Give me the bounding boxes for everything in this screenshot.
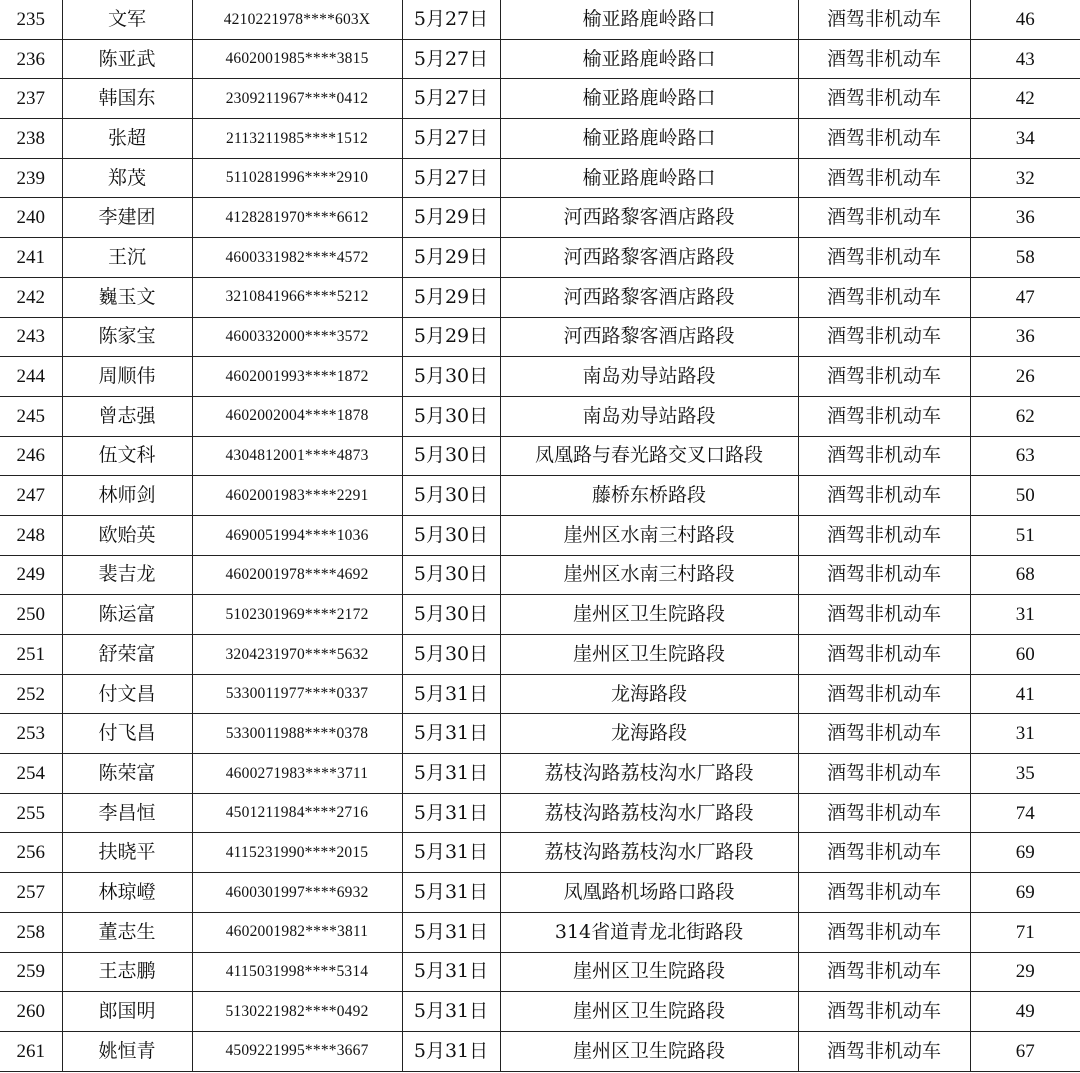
table-row bbox=[0, 198, 1080, 238]
date-cell: 5月27日 bbox=[402, 158, 500, 198]
test-value-cell: 41 bbox=[970, 674, 1080, 714]
id-number-cell: 4602001978****4692 bbox=[192, 555, 402, 595]
violation-cell: 酒驾非机动车 bbox=[798, 992, 970, 1032]
record-number-cell: 248 bbox=[0, 515, 62, 555]
person-name-cell: 陈家宝 bbox=[62, 317, 192, 357]
test-value-cell: 67 bbox=[970, 1031, 1080, 1071]
id-number-cell: 5130221982****0492 bbox=[192, 992, 402, 1032]
record-number-cell: 251 bbox=[0, 635, 62, 675]
person-name-cell: 陈荣富 bbox=[62, 754, 192, 794]
test-value-cell: 71 bbox=[970, 912, 1080, 952]
location-cell: 荔枝沟路荔枝沟水厂路段 bbox=[500, 754, 798, 794]
location-cell: 荔枝沟路荔枝沟水厂路段 bbox=[500, 833, 798, 873]
location-cell: 龙海路段 bbox=[500, 714, 798, 754]
location-cell: 河西路黎客酒店路段 bbox=[500, 238, 798, 278]
table-row bbox=[0, 436, 1080, 476]
violation-cell: 酒驾非机动车 bbox=[798, 952, 970, 992]
date-cell: 5月27日 bbox=[402, 39, 500, 79]
test-value-cell: 69 bbox=[970, 833, 1080, 873]
location-cell: 榆亚路鹿岭路口 bbox=[500, 158, 798, 198]
test-value-cell: 32 bbox=[970, 158, 1080, 198]
person-name-cell: 陈亚武 bbox=[62, 39, 192, 79]
id-number-cell: 4210221978****603X bbox=[192, 0, 402, 39]
location-cell: 凤凰路与春光路交叉口路段 bbox=[500, 436, 798, 476]
person-name-cell: 姚恒青 bbox=[62, 1031, 192, 1071]
location-cell: 崖州区卫生院路段 bbox=[500, 595, 798, 635]
person-name-cell: 曾志强 bbox=[62, 396, 192, 436]
location-cell: 凤凰路机场路口路段 bbox=[500, 873, 798, 913]
date-cell: 5月29日 bbox=[402, 317, 500, 357]
location-cell: 河西路黎客酒店路段 bbox=[500, 277, 798, 317]
record-number-cell: 250 bbox=[0, 595, 62, 635]
id-number-cell: 4600301997****6932 bbox=[192, 873, 402, 913]
record-number-cell: 236 bbox=[0, 39, 62, 79]
violation-cell: 酒驾非机动车 bbox=[798, 714, 970, 754]
violation-cell: 酒驾非机动车 bbox=[798, 1031, 970, 1071]
record-number-cell: 239 bbox=[0, 158, 62, 198]
record-number-cell: 253 bbox=[0, 714, 62, 754]
record-number-cell: 245 bbox=[0, 396, 62, 436]
record-number-cell: 241 bbox=[0, 238, 62, 278]
location-cell: 河西路黎客酒店路段 bbox=[500, 317, 798, 357]
test-value-cell: 69 bbox=[970, 873, 1080, 913]
violation-cell: 酒驾非机动车 bbox=[798, 595, 970, 635]
person-name-cell: 付文昌 bbox=[62, 674, 192, 714]
violation-cell: 酒驾非机动车 bbox=[798, 674, 970, 714]
person-name-cell: 欧贻英 bbox=[62, 515, 192, 555]
location-cell: 河西路黎客酒店路段 bbox=[500, 198, 798, 238]
person-name-cell: 伍文科 bbox=[62, 436, 192, 476]
test-value-cell: 47 bbox=[970, 277, 1080, 317]
id-number-cell: 5110281996****2910 bbox=[192, 158, 402, 198]
test-value-cell: 43 bbox=[970, 39, 1080, 79]
table-row bbox=[0, 635, 1080, 675]
id-number-cell: 4509221995****3667 bbox=[192, 1031, 402, 1071]
table-row bbox=[0, 277, 1080, 317]
violation-cell: 酒驾非机动车 bbox=[798, 793, 970, 833]
location-cell: 崖州区水南三村路段 bbox=[500, 515, 798, 555]
person-name-cell: 舒荣富 bbox=[62, 635, 192, 675]
table-row bbox=[0, 754, 1080, 794]
location-cell: 榆亚路鹿岭路口 bbox=[500, 79, 798, 119]
id-number-cell: 4600271983****3711 bbox=[192, 754, 402, 794]
violation-cell: 酒驾非机动车 bbox=[798, 158, 970, 198]
table-row bbox=[0, 476, 1080, 516]
person-name-cell: 周顺伟 bbox=[62, 357, 192, 397]
id-number-cell: 4602001983****2291 bbox=[192, 476, 402, 516]
person-name-cell: 李建团 bbox=[62, 198, 192, 238]
test-value-cell: 31 bbox=[970, 595, 1080, 635]
person-name-cell: 裴吉龙 bbox=[62, 555, 192, 595]
location-cell: 榆亚路鹿岭路口 bbox=[500, 39, 798, 79]
location-cell: 崖州区卫生院路段 bbox=[500, 952, 798, 992]
id-number-cell: 4501211984****2716 bbox=[192, 793, 402, 833]
record-number-cell: 244 bbox=[0, 357, 62, 397]
id-number-cell: 4690051994****1036 bbox=[192, 515, 402, 555]
test-value-cell: 63 bbox=[970, 436, 1080, 476]
id-number-cell: 5102301969****2172 bbox=[192, 595, 402, 635]
test-value-cell: 35 bbox=[970, 754, 1080, 794]
location-cell: 崖州区卫生院路段 bbox=[500, 992, 798, 1032]
test-value-cell: 49 bbox=[970, 992, 1080, 1032]
id-number-cell: 4304812001****4873 bbox=[192, 436, 402, 476]
person-name-cell: 付飞昌 bbox=[62, 714, 192, 754]
id-number-cell: 4602001985****3815 bbox=[192, 39, 402, 79]
violation-cell: 酒驾非机动车 bbox=[798, 238, 970, 278]
id-number-cell: 3210841966****5212 bbox=[192, 277, 402, 317]
date-cell: 5月30日 bbox=[402, 396, 500, 436]
person-name-cell: 郎国明 bbox=[62, 992, 192, 1032]
violation-cell: 酒驾非机动车 bbox=[798, 436, 970, 476]
location-cell: 南岛劝导站路段 bbox=[500, 396, 798, 436]
id-number-cell: 2309211967****0412 bbox=[192, 79, 402, 119]
person-name-cell: 李昌恒 bbox=[62, 793, 192, 833]
test-value-cell: 68 bbox=[970, 555, 1080, 595]
location-cell: 崖州区水南三村路段 bbox=[500, 555, 798, 595]
violation-cell: 酒驾非机动车 bbox=[798, 0, 970, 39]
location-cell: 藤桥东桥路段 bbox=[500, 476, 798, 516]
person-name-cell: 韩国东 bbox=[62, 79, 192, 119]
date-cell: 5月31日 bbox=[402, 952, 500, 992]
table-row bbox=[0, 833, 1080, 873]
record-number-cell: 258 bbox=[0, 912, 62, 952]
table-row bbox=[0, 674, 1080, 714]
table-row bbox=[0, 0, 1080, 39]
violation-cell: 酒驾非机动车 bbox=[798, 754, 970, 794]
violation-cell: 酒驾非机动车 bbox=[798, 635, 970, 675]
id-number-cell: 3204231970****5632 bbox=[192, 635, 402, 675]
table-row bbox=[0, 555, 1080, 595]
test-value-cell: 50 bbox=[970, 476, 1080, 516]
date-cell: 5月27日 bbox=[402, 79, 500, 119]
violation-cell: 酒驾非机动车 bbox=[798, 873, 970, 913]
id-number-cell: 5330011988****0378 bbox=[192, 714, 402, 754]
date-cell: 5月29日 bbox=[402, 277, 500, 317]
table-row bbox=[0, 357, 1080, 397]
test-value-cell: 51 bbox=[970, 515, 1080, 555]
record-number-cell: 247 bbox=[0, 476, 62, 516]
id-number-cell: 4128281970****6612 bbox=[192, 198, 402, 238]
date-cell: 5月30日 bbox=[402, 555, 500, 595]
record-number-cell: 235 bbox=[0, 0, 62, 39]
test-value-cell: 29 bbox=[970, 952, 1080, 992]
person-name-cell: 王志鹏 bbox=[62, 952, 192, 992]
person-name-cell: 董志生 bbox=[62, 912, 192, 952]
location-cell: 榆亚路鹿岭路口 bbox=[500, 119, 798, 159]
table-row bbox=[0, 1031, 1080, 1071]
location-cell: 崖州区卫生院路段 bbox=[500, 635, 798, 675]
test-value-cell: 26 bbox=[970, 357, 1080, 397]
table-row bbox=[0, 992, 1080, 1032]
test-value-cell: 58 bbox=[970, 238, 1080, 278]
record-number-cell: 240 bbox=[0, 198, 62, 238]
record-number-cell: 259 bbox=[0, 952, 62, 992]
violation-cell: 酒驾非机动车 bbox=[798, 79, 970, 119]
date-cell: 5月30日 bbox=[402, 635, 500, 675]
date-cell: 5月29日 bbox=[402, 238, 500, 278]
id-number-cell: 4115031998****5314 bbox=[192, 952, 402, 992]
date-cell: 5月31日 bbox=[402, 793, 500, 833]
violation-cell: 酒驾非机动车 bbox=[798, 317, 970, 357]
date-cell: 5月30日 bbox=[402, 476, 500, 516]
person-name-cell: 林琼嶝 bbox=[62, 873, 192, 913]
violation-cell: 酒驾非机动车 bbox=[798, 912, 970, 952]
person-name-cell: 张超 bbox=[62, 119, 192, 159]
date-cell: 5月31日 bbox=[402, 992, 500, 1032]
id-number-cell: 4602002004****1878 bbox=[192, 396, 402, 436]
test-value-cell: 74 bbox=[970, 793, 1080, 833]
date-cell: 5月31日 bbox=[402, 873, 500, 913]
test-value-cell: 60 bbox=[970, 635, 1080, 675]
date-cell: 5月27日 bbox=[402, 0, 500, 39]
table-row bbox=[0, 119, 1080, 159]
person-name-cell: 扶晓平 bbox=[62, 833, 192, 873]
id-number-cell: 5330011977****0337 bbox=[192, 674, 402, 714]
date-cell: 5月31日 bbox=[402, 912, 500, 952]
table-row bbox=[0, 793, 1080, 833]
table-row bbox=[0, 952, 1080, 992]
location-cell: 龙海路段 bbox=[500, 674, 798, 714]
date-cell: 5月30日 bbox=[402, 436, 500, 476]
violation-cell: 酒驾非机动车 bbox=[798, 39, 970, 79]
location-cell: 榆亚路鹿岭路口 bbox=[500, 0, 798, 39]
record-number-cell: 257 bbox=[0, 873, 62, 913]
date-cell: 5月31日 bbox=[402, 674, 500, 714]
table-row bbox=[0, 396, 1080, 436]
id-number-cell: 4600331982****4572 bbox=[192, 238, 402, 278]
table-row bbox=[0, 79, 1080, 119]
table-row bbox=[0, 873, 1080, 913]
violation-cell: 酒驾非机动车 bbox=[798, 357, 970, 397]
violation-cell: 酒驾非机动车 bbox=[798, 555, 970, 595]
test-value-cell: 46 bbox=[970, 0, 1080, 39]
violation-cell: 酒驾非机动车 bbox=[798, 277, 970, 317]
table-row bbox=[0, 912, 1080, 952]
id-number-cell: 4602001982****3811 bbox=[192, 912, 402, 952]
record-number-cell: 243 bbox=[0, 317, 62, 357]
test-value-cell: 34 bbox=[970, 119, 1080, 159]
id-number-cell: 2113211985****1512 bbox=[192, 119, 402, 159]
violation-cell: 酒驾非机动车 bbox=[798, 833, 970, 873]
record-number-cell: 261 bbox=[0, 1031, 62, 1071]
table-row bbox=[0, 515, 1080, 555]
test-value-cell: 42 bbox=[970, 79, 1080, 119]
violation-cell: 酒驾非机动车 bbox=[798, 198, 970, 238]
record-number-cell: 260 bbox=[0, 992, 62, 1032]
date-cell: 5月29日 bbox=[402, 198, 500, 238]
id-number-cell: 4115231990****2015 bbox=[192, 833, 402, 873]
person-name-cell: 林师剑 bbox=[62, 476, 192, 516]
test-value-cell: 36 bbox=[970, 317, 1080, 357]
record-number-cell: 246 bbox=[0, 436, 62, 476]
date-cell: 5月31日 bbox=[402, 714, 500, 754]
record-number-cell: 252 bbox=[0, 674, 62, 714]
person-name-cell: 陈运富 bbox=[62, 595, 192, 635]
record-number-cell: 237 bbox=[0, 79, 62, 119]
date-cell: 5月30日 bbox=[402, 595, 500, 635]
date-cell: 5月30日 bbox=[402, 515, 500, 555]
person-name-cell: 巍玉文 bbox=[62, 277, 192, 317]
test-value-cell: 31 bbox=[970, 714, 1080, 754]
date-cell: 5月31日 bbox=[402, 1031, 500, 1071]
person-name-cell: 郑茂 bbox=[62, 158, 192, 198]
record-number-cell: 249 bbox=[0, 555, 62, 595]
date-cell: 5月27日 bbox=[402, 119, 500, 159]
violation-cell: 酒驾非机动车 bbox=[798, 515, 970, 555]
test-value-cell: 36 bbox=[970, 198, 1080, 238]
id-number-cell: 4600332000****3572 bbox=[192, 317, 402, 357]
person-name-cell: 王沉 bbox=[62, 238, 192, 278]
record-number-cell: 256 bbox=[0, 833, 62, 873]
location-cell: 南岛劝导站路段 bbox=[500, 357, 798, 397]
person-name-cell: 文军 bbox=[62, 0, 192, 39]
record-number-cell: 255 bbox=[0, 793, 62, 833]
violation-cell: 酒驾非机动车 bbox=[798, 119, 970, 159]
date-cell: 5月31日 bbox=[402, 833, 500, 873]
date-cell: 5月30日 bbox=[402, 357, 500, 397]
id-number-cell: 4602001993****1872 bbox=[192, 357, 402, 397]
test-value-cell: 62 bbox=[970, 396, 1080, 436]
record-number-cell: 242 bbox=[0, 277, 62, 317]
date-cell: 5月31日 bbox=[402, 754, 500, 794]
table-row bbox=[0, 238, 1080, 278]
table-row bbox=[0, 158, 1080, 198]
violation-cell: 酒驾非机动车 bbox=[798, 396, 970, 436]
table-row bbox=[0, 317, 1080, 357]
table-row bbox=[0, 39, 1080, 79]
table-row bbox=[0, 595, 1080, 635]
location-cell: 314省道青龙北街路段 bbox=[500, 912, 798, 952]
table-row bbox=[0, 714, 1080, 754]
location-cell: 荔枝沟路荔枝沟水厂路段 bbox=[500, 793, 798, 833]
record-number-cell: 238 bbox=[0, 119, 62, 159]
location-cell: 崖州区卫生院路段 bbox=[500, 1031, 798, 1071]
record-number-cell: 254 bbox=[0, 754, 62, 794]
violation-cell: 酒驾非机动车 bbox=[798, 476, 970, 516]
